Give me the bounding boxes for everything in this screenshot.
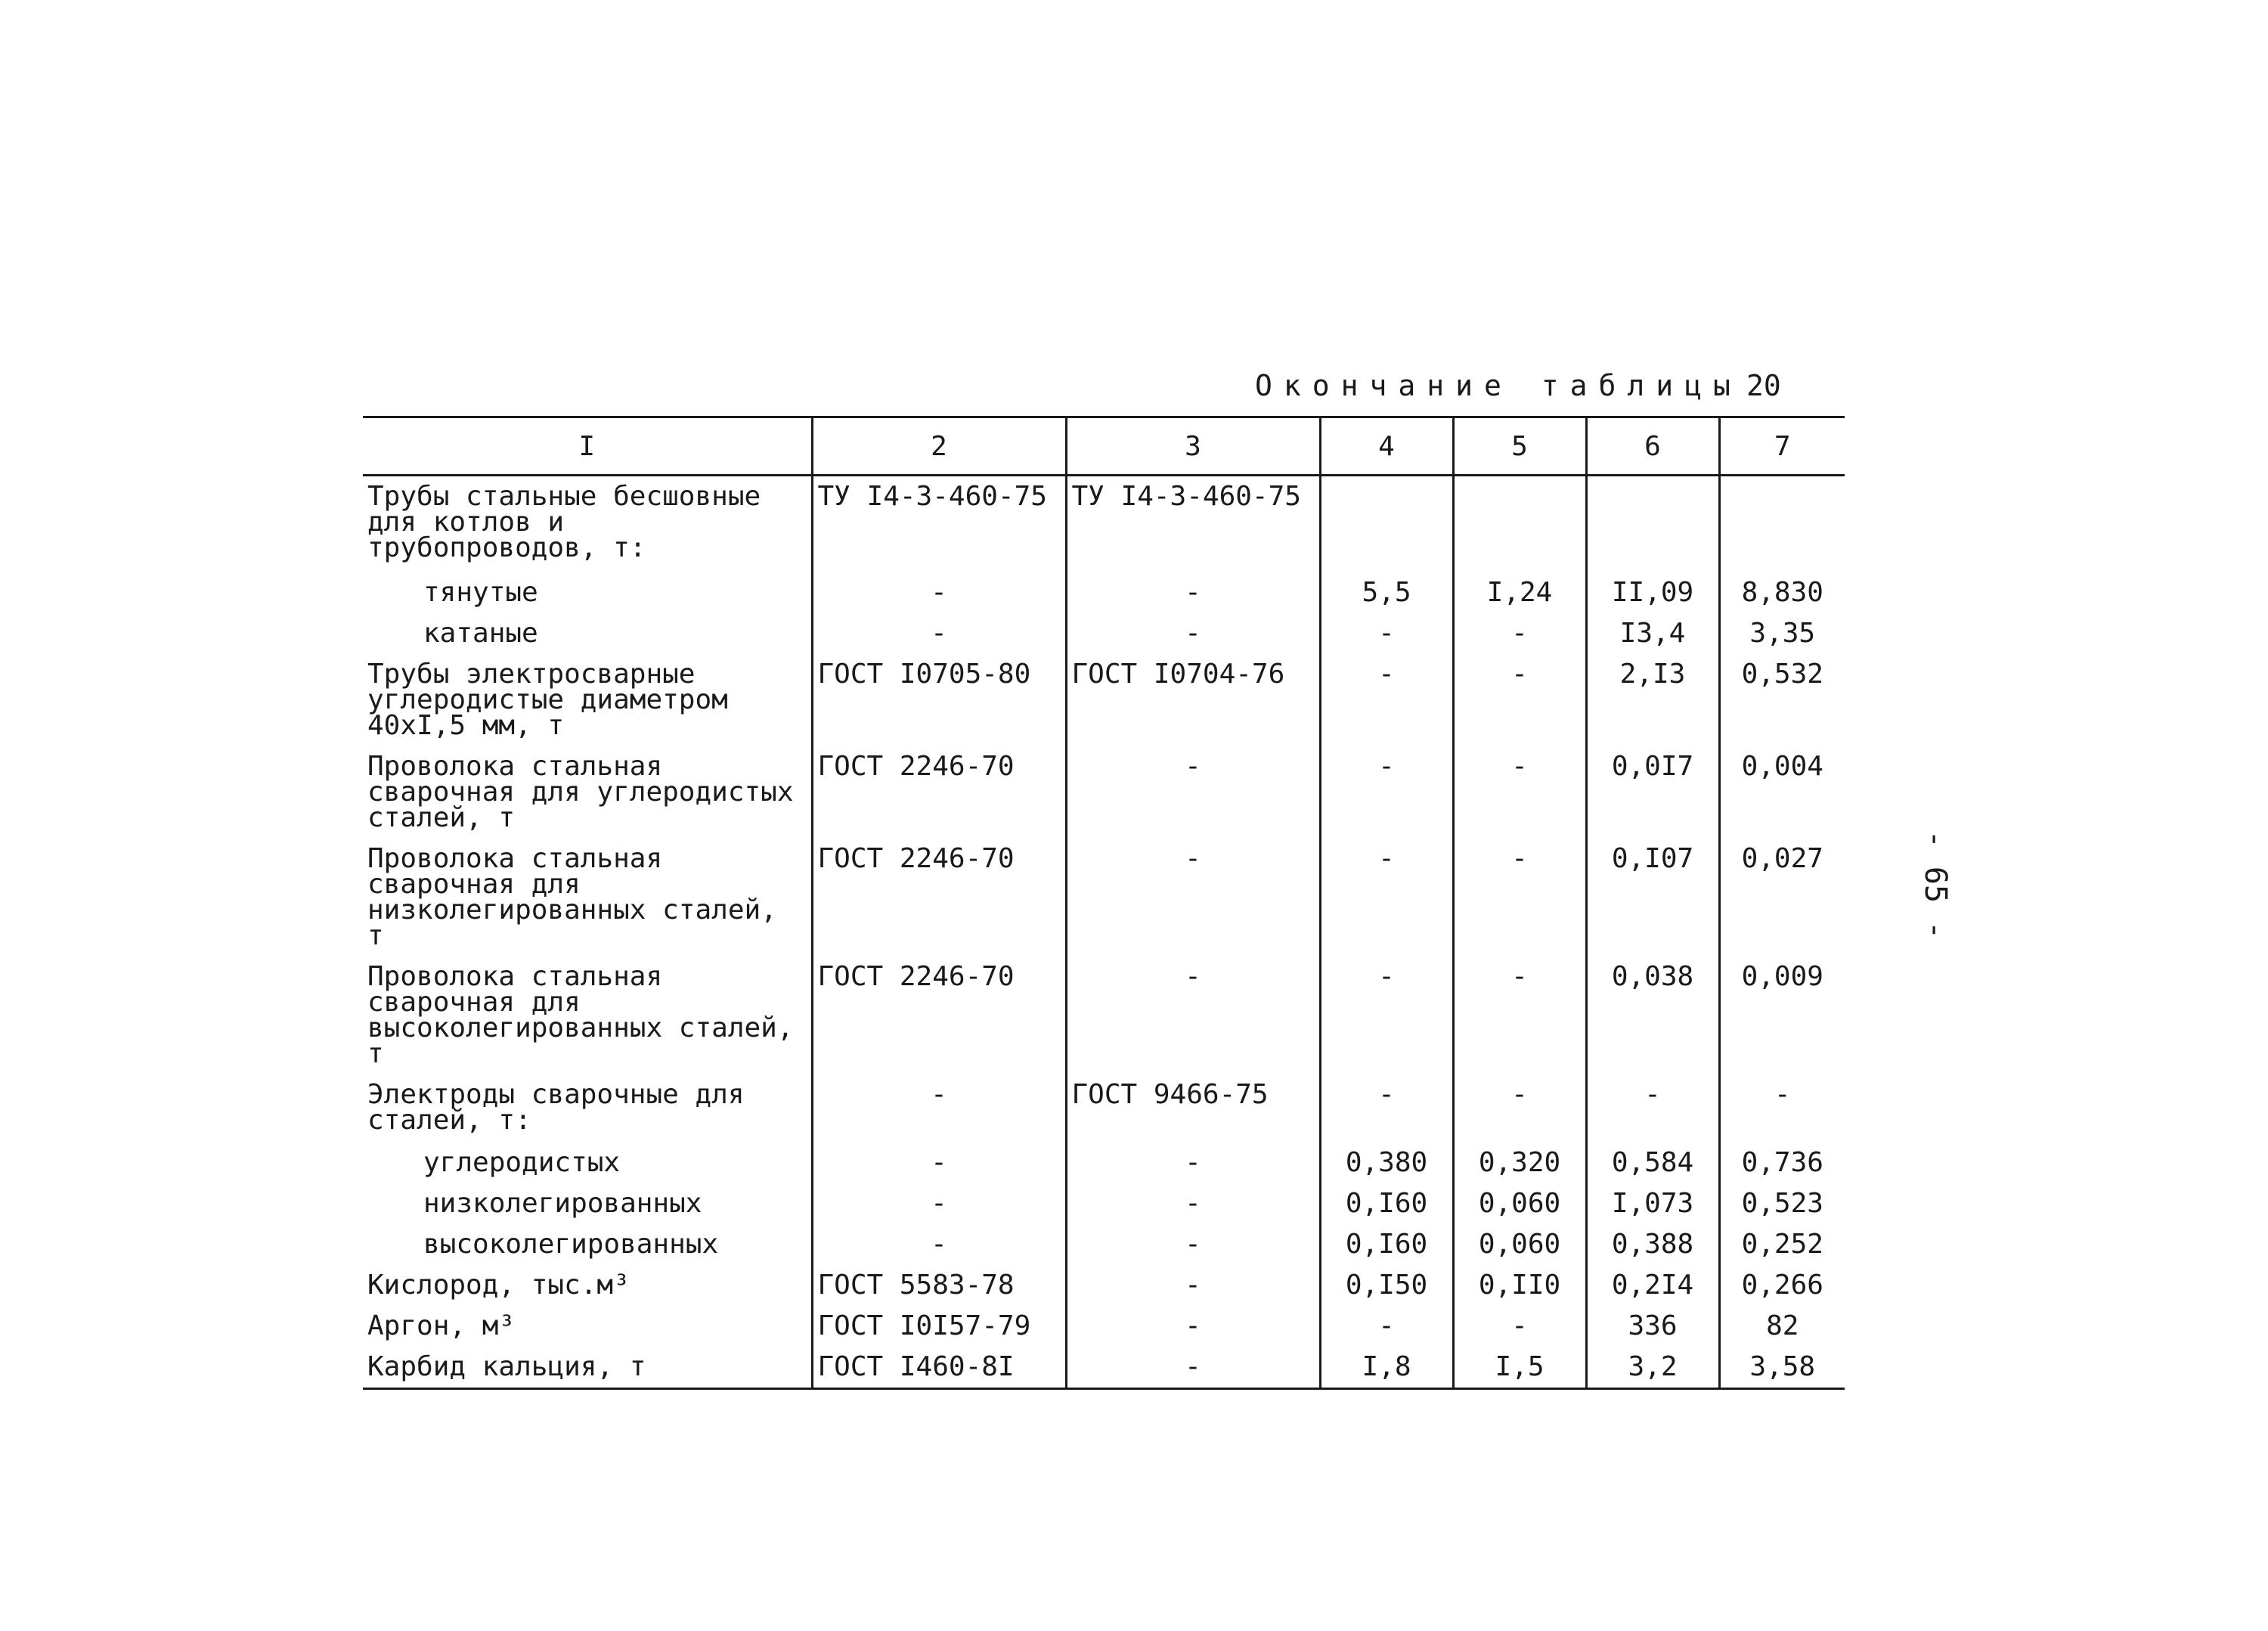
name-cell: высоколегированных xyxy=(423,1228,719,1260)
value-cell xyxy=(1586,476,1719,572)
value-cell: 0,584 xyxy=(1586,1143,1719,1183)
value-cell xyxy=(1453,476,1586,572)
value-cell: 0,060 xyxy=(1453,1183,1586,1224)
value-cell xyxy=(1719,476,1845,572)
page-number: - 65 - xyxy=(1918,829,1953,940)
value-cell: 0,027 xyxy=(1719,839,1845,957)
standard-cell: - xyxy=(1066,1183,1320,1224)
caption-number: 20 xyxy=(1746,369,1781,402)
standard-cell: - xyxy=(1066,1224,1320,1265)
table-caption xyxy=(1255,369,1781,402)
table-row xyxy=(363,1306,1845,1347)
standard-cell: ГОСТ I0I57-79 xyxy=(812,1306,1066,1347)
value-cell: - xyxy=(1320,957,1453,1074)
value-cell: - xyxy=(1320,1306,1453,1347)
value-cell: 0,009 xyxy=(1719,957,1845,1074)
value-cell: I,24 xyxy=(1453,572,1586,613)
value-cell: - xyxy=(1320,654,1453,746)
value-cell xyxy=(1320,476,1453,572)
value-cell: 0,I50 xyxy=(1320,1265,1453,1306)
value-cell: 0,320 xyxy=(1453,1143,1586,1183)
table-row xyxy=(363,1265,1845,1306)
table-row xyxy=(363,613,1845,654)
value-cell: 2,I3 xyxy=(1586,654,1719,746)
value-cell: 0,II0 xyxy=(1453,1265,1586,1306)
value-cell: 0,038 xyxy=(1586,957,1719,1074)
value-cell: 0,266 xyxy=(1719,1265,1845,1306)
caption-text: Окончание таблицы xyxy=(1255,369,1742,402)
standard-cell: ГОСТ 9466-75 xyxy=(1066,1074,1320,1143)
value-cell: 8,830 xyxy=(1719,572,1845,613)
header-row xyxy=(363,417,1845,476)
value-cell: 0,2I4 xyxy=(1586,1265,1719,1306)
column-header: 4 xyxy=(1320,417,1453,476)
table-row xyxy=(363,1183,1845,1224)
value-cell: - xyxy=(1453,957,1586,1074)
value-cell: - xyxy=(1586,1074,1719,1143)
standard-cell: - xyxy=(812,1143,1066,1183)
table-body xyxy=(363,476,1845,1389)
standard-cell: ГОСТ 5583-78 xyxy=(812,1265,1066,1306)
standard-cell: ГОСТ 2246-70 xyxy=(812,746,1066,839)
column-header: 5 xyxy=(1453,417,1586,476)
table-row xyxy=(363,746,1845,839)
table-row xyxy=(363,1074,1845,1143)
standard-cell: ТУ I4-3-460-75 xyxy=(1066,476,1320,572)
standard-cell: - xyxy=(1066,839,1320,957)
name-cell: катаные xyxy=(423,617,538,649)
standard-cell: ГОСТ I0705-80 xyxy=(812,654,1066,746)
column-header: I xyxy=(363,417,812,476)
value-cell: 0,004 xyxy=(1719,746,1845,839)
materials-table xyxy=(363,416,1845,1390)
value-cell: 3,2 xyxy=(1586,1347,1719,1389)
column-header: 6 xyxy=(1586,417,1719,476)
value-cell: - xyxy=(1453,746,1586,839)
value-cell: 3,35 xyxy=(1719,613,1845,654)
standard-cell: ГОСТ I0704-76 xyxy=(1066,654,1320,746)
standard-cell: ТУ I4-3-460-75 xyxy=(812,476,1066,572)
standard-cell: - xyxy=(1066,1306,1320,1347)
column-header: 7 xyxy=(1719,417,1845,476)
value-cell: 0,532 xyxy=(1719,654,1845,746)
value-cell: 0,I60 xyxy=(1320,1183,1453,1224)
value-cell: I3,4 xyxy=(1586,613,1719,654)
value-cell: 0,523 xyxy=(1719,1183,1845,1224)
value-cell: - xyxy=(1320,839,1453,957)
standard-cell: - xyxy=(1066,1347,1320,1389)
value-cell: - xyxy=(1453,654,1586,746)
value-cell: 0,252 xyxy=(1719,1224,1845,1265)
name-cell: Кислород, тыс.м³ xyxy=(367,1269,630,1301)
value-cell: - xyxy=(1453,1074,1586,1143)
standard-cell: - xyxy=(1066,572,1320,613)
value-cell: 0,388 xyxy=(1586,1224,1719,1265)
value-cell: 0,I07 xyxy=(1586,839,1719,957)
standard-cell: - xyxy=(1066,746,1320,839)
value-cell: 0,I60 xyxy=(1320,1224,1453,1265)
table-row xyxy=(363,572,1845,613)
standard-cell: - xyxy=(812,1183,1066,1224)
standard-cell: - xyxy=(1066,613,1320,654)
column-header: 3 xyxy=(1066,417,1320,476)
standard-cell: - xyxy=(812,613,1066,654)
value-cell: 82 xyxy=(1719,1306,1845,1347)
standard-cell: - xyxy=(812,1074,1066,1143)
name-cell: углеродистых xyxy=(423,1146,621,1178)
value-cell: 0,736 xyxy=(1719,1143,1845,1183)
standard-cell: ГОСТ 2246-70 xyxy=(812,957,1066,1074)
name-cell: Проволока стальная сварочная для углеродистых сталей, т xyxy=(367,750,794,833)
name-cell: Электроды сварочные для сталей, т: xyxy=(367,1078,745,1136)
name-cell: Проволока стальная сварочная для низколегированных сталей, т xyxy=(367,842,777,951)
value-cell: - xyxy=(1719,1074,1845,1143)
table-row xyxy=(363,1143,1845,1183)
column-header: 2 xyxy=(812,417,1066,476)
standard-cell: ГОСТ 2246-70 xyxy=(812,839,1066,957)
name-cell: тянутые xyxy=(423,576,538,608)
standard-cell: - xyxy=(1066,1143,1320,1183)
table-row xyxy=(363,957,1845,1074)
name-cell: Аргон, м³ xyxy=(367,1310,516,1341)
table-row xyxy=(363,1347,1845,1389)
value-cell: 0,380 xyxy=(1320,1143,1453,1183)
table-row xyxy=(363,839,1845,957)
name-cell: Проволока стальная сварочная для высоколегированных сталей, т xyxy=(367,960,794,1069)
value-cell: 5,5 xyxy=(1320,572,1453,613)
standard-cell: ГОСТ I460-8I xyxy=(812,1347,1066,1389)
table-row xyxy=(363,1224,1845,1265)
name-cell: Карбид кальция, т xyxy=(363,1347,812,1389)
value-cell: II,09 xyxy=(1586,572,1719,613)
value-cell: I,8 xyxy=(1320,1347,1453,1389)
value-cell: - xyxy=(1453,1306,1586,1347)
value-cell: 0,060 xyxy=(1453,1224,1586,1265)
table-row xyxy=(363,476,1845,572)
value-cell: - xyxy=(1320,1074,1453,1143)
standard-cell: - xyxy=(1066,957,1320,1074)
standard-cell: - xyxy=(812,572,1066,613)
name-cell: низколегированных xyxy=(423,1187,702,1219)
value-cell: 336 xyxy=(1586,1306,1719,1347)
standard-cell: - xyxy=(1066,1265,1320,1306)
value-cell: I,073 xyxy=(1586,1183,1719,1224)
value-cell: I,5 xyxy=(1453,1347,1586,1389)
value-cell: - xyxy=(1320,746,1453,839)
standard-cell: - xyxy=(812,1224,1066,1265)
value-cell: 0,0I7 xyxy=(1586,746,1719,839)
name-cell: Трубы электросварные углеродистые диаметром 40хI,5 мм, т xyxy=(367,658,728,741)
table-row xyxy=(363,654,1845,746)
value-cell: - xyxy=(1320,613,1453,654)
value-cell: - xyxy=(1453,613,1586,654)
value-cell: - xyxy=(1453,839,1586,957)
value-cell: 3,58 xyxy=(1719,1347,1845,1389)
name-cell: Трубы стальные бесшовные для котлов и трубопроводов, т: xyxy=(367,481,761,563)
